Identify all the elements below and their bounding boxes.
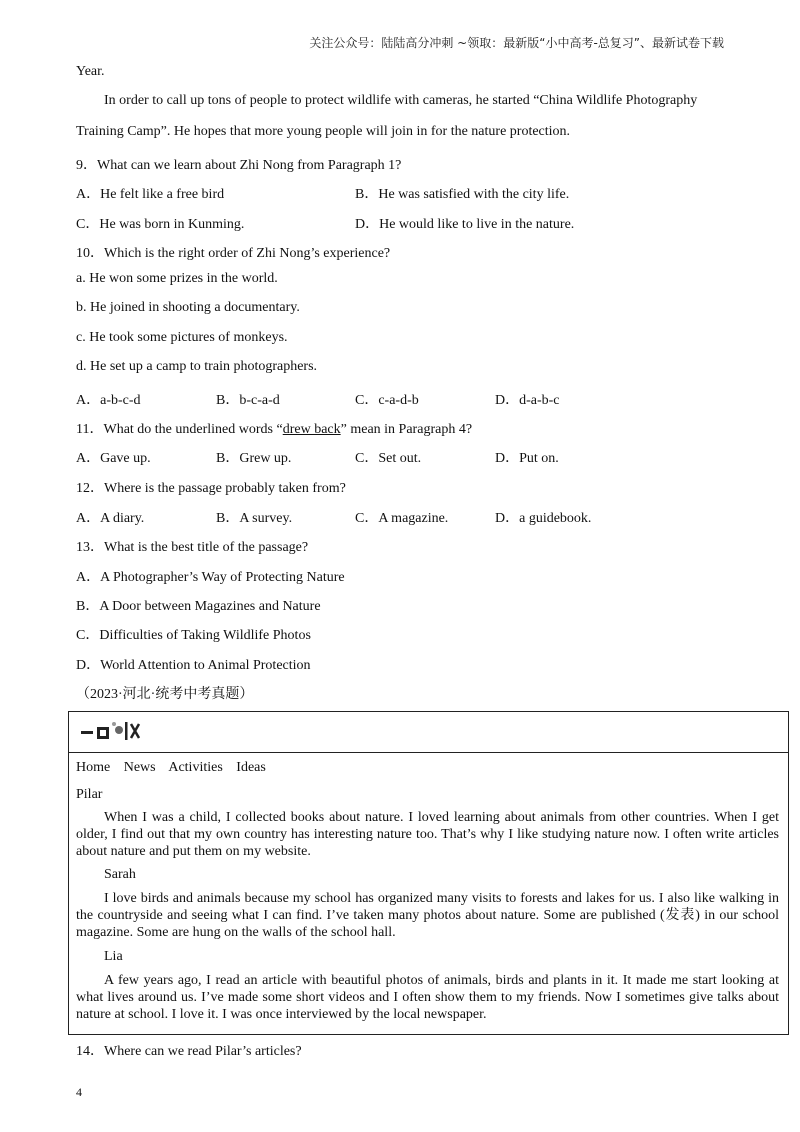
q12-option-b: B．A survey. bbox=[216, 511, 293, 526]
question-10-stem: 10．Which is the right order of Zhi Nong’s experience? bbox=[76, 246, 391, 261]
q10-option-a: A．a-b-c-d bbox=[76, 393, 141, 408]
q10-option-c: C．c-a-d-b bbox=[355, 393, 419, 408]
question-14-stem: 14．Where can we read Pilar’s articles? bbox=[76, 1044, 302, 1059]
webpage-logo-bar bbox=[69, 712, 788, 753]
q12-option-a: A．A diary. bbox=[76, 511, 145, 526]
question-12-stem: 12．Where is the passage probably taken from? bbox=[76, 481, 346, 496]
webpage-mockup bbox=[68, 711, 789, 1035]
post-text-lia: A few years ago, I read an article with beautiful photos of animals, birds and plants in it. It made me start looking at what lives around us. I’ve made some short videos and I often show them to my friends. Now I sometimes give talks about nature at school. I love it. I was once interviewed by the local newspaper. bbox=[76, 973, 779, 1022]
q11-stem-start: 11．What do the underlined words “ bbox=[76, 422, 283, 437]
q11-stem-end: ” mean in Paragraph 4? bbox=[340, 422, 473, 437]
post-text-pilar: When I was a child, I collected books about nature. I loved learning about animals from other countries. When I get older, I find out that my own country has interesting nature too. That’s why I like studying nature now. I often write articles about nature and put them on my website. bbox=[76, 810, 779, 859]
nav-home[interactable]: Home bbox=[76, 760, 111, 775]
q9-option-b: B．He was satisfied with the city life. bbox=[355, 187, 570, 202]
q12-option-c: C．A magazine. bbox=[355, 511, 449, 526]
q12-option-d: D．a guidebook. bbox=[495, 511, 592, 526]
q10-item-a: a. He won some prizes in the world. bbox=[76, 271, 278, 286]
q9-option-d: D．He would like to live in the nature. bbox=[355, 217, 575, 232]
q10-item-b: b. He joined in shooting a documentary. bbox=[76, 300, 300, 315]
source-note: （2023·河北·统考中考真题） bbox=[76, 687, 254, 702]
question-9-stem: 9．What can we learn about Zhi Nong from Paragraph 1? bbox=[76, 158, 402, 173]
q11-option-d: D．Put on. bbox=[495, 451, 559, 466]
header-note: 关注公众号：陆陆高分冲刺 ~领取：最新版“小中高考-总复习”、最新试卷下载 bbox=[309, 36, 724, 50]
paragraph-line: In order to call up tons of people to protect wildlife with cameras, he started “China Wildlife Photography bbox=[104, 93, 698, 108]
q13-option-a: A．A Photographer’s Way of Protecting Nature bbox=[76, 570, 345, 585]
q13-option-d: D．World Attention to Animal Protection bbox=[76, 658, 311, 673]
q11-option-b: B．Grew up. bbox=[216, 451, 292, 466]
page-number: 4 bbox=[76, 1085, 82, 1099]
q11-option-a: A．Gave up. bbox=[76, 451, 151, 466]
q10-option-d: D．d-a-b-c bbox=[495, 393, 560, 408]
q10-option-b: B．b-c-a-d bbox=[216, 393, 280, 408]
q10-item-c: c. He took some pictures of monkeys. bbox=[76, 330, 288, 345]
post-author-sarah: Sarah bbox=[104, 867, 136, 882]
post-text-sarah: I love birds and animals because my school has organized many visits to forests and lakes for us. I also like walking in the countryside and seeing what I can find. I’ve taken many photos about nature. Some are published (发表) in our school magazine. Some are hung on the walls of the school hall. bbox=[76, 891, 779, 940]
paragraph-line: Training Camp”. He hopes that more young people will join in for the nature protection. bbox=[76, 124, 571, 139]
question-13-stem: 13．What is the best title of the passage? bbox=[76, 540, 309, 555]
post-author-pilar: Pilar bbox=[76, 787, 103, 802]
post-author-lia: Lia bbox=[104, 949, 123, 964]
underlined-phrase: drew back bbox=[282, 422, 341, 437]
q10-item-d: d. He set up a camp to train photographers. bbox=[76, 359, 318, 374]
q13-option-c: C．Difficulties of Taking Wildlife Photos bbox=[76, 628, 311, 643]
webpage-nav bbox=[76, 760, 276, 776]
q11-option-c: C．Set out. bbox=[355, 451, 422, 466]
paragraph-end: Year. bbox=[76, 64, 105, 79]
q9-option-c: C．He was born in Kunming. bbox=[76, 217, 245, 232]
q9-option-a: A．He felt like a free bird bbox=[76, 187, 225, 202]
nav-activities[interactable]: Activities bbox=[168, 760, 223, 775]
question-11-stem bbox=[76, 418, 472, 438]
q13-option-b: B．A Door between Magazines and Nature bbox=[76, 599, 321, 614]
nav-ideas[interactable]: Ideas bbox=[236, 760, 266, 775]
website-logo-icon bbox=[79, 718, 149, 746]
nav-news[interactable]: News bbox=[123, 760, 156, 775]
